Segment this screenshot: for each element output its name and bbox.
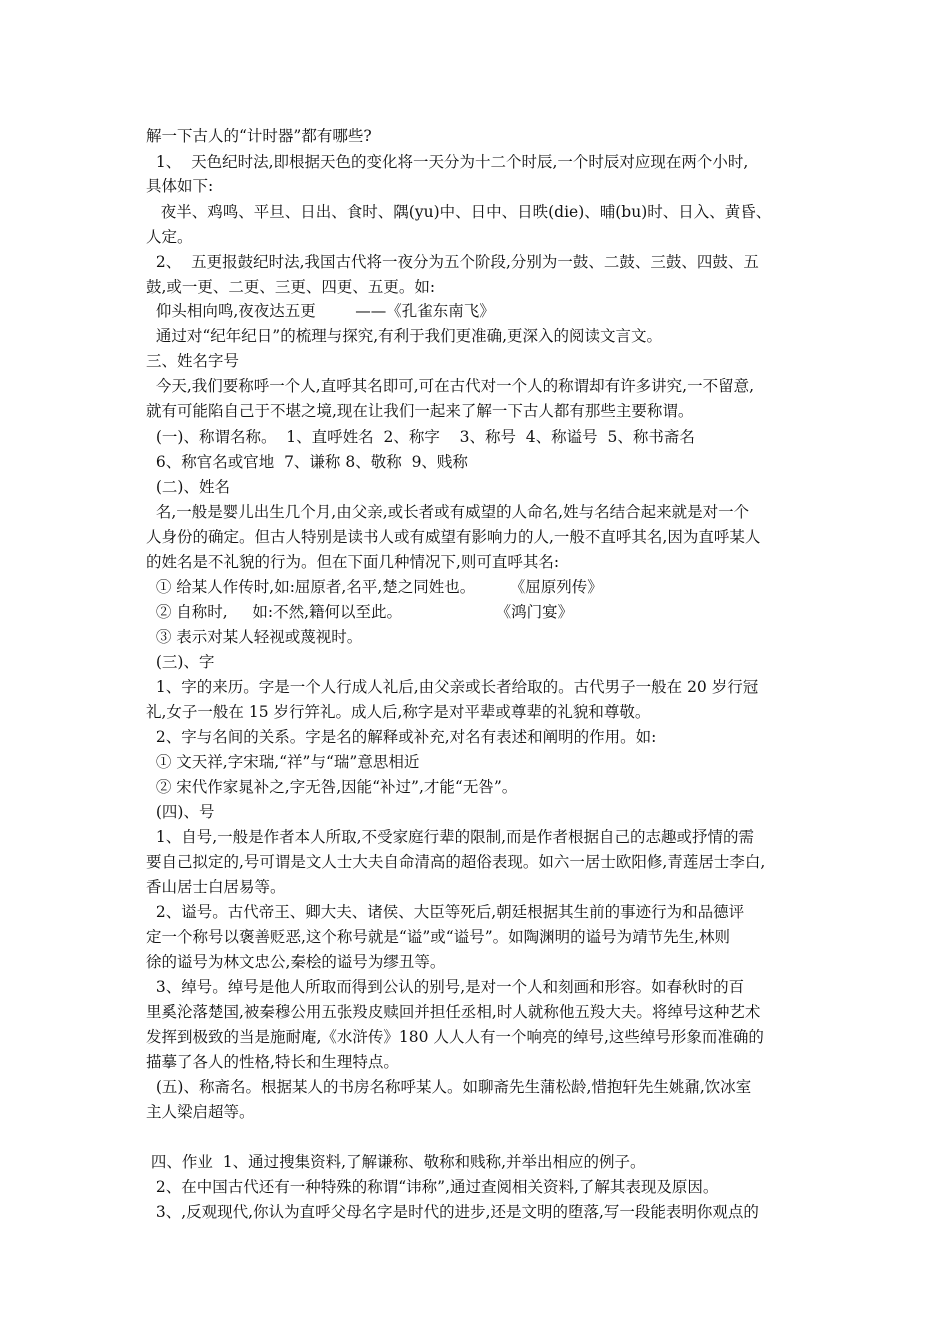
line-text: 2、谥号。古代帝王、卿大夫、诸侯、大臣等死后,朝廷根据其生前的事迹行为和品德评 (146, 903, 745, 921)
text-line (146, 175, 816, 197)
subsection-heading (146, 801, 816, 823)
text-line (146, 151, 816, 173)
line-text: (五)、称斋名。根据某人的书房名称呼某人。如聊斋先生蒲松龄,惜抱轩先生姚鼐,饮冰室 (146, 1078, 752, 1096)
line-text: ③ 表示对某人轻视或蔑视时。 (146, 628, 363, 646)
line-text: 夜半、鸡鸣、平旦、日出、食时、隅(yu)中、日中、日昳(die)、晡(bu)时、日入、黄昏、 (146, 203, 772, 221)
text-line (146, 300, 816, 322)
list-item (146, 776, 816, 798)
line-text: 2、字与名间的关系。字是名的解释或补充,对名有表述和阐明的作用。如: (146, 728, 657, 746)
text-line (146, 526, 816, 548)
line-text: ① 给某人作传时,如:屈原者,名平,楚之同姓也。 《屈原列传》 (146, 578, 603, 596)
line-text: 香山居士白居易等。 (146, 878, 286, 896)
line-text: 仰头相向鸣,夜夜达五更 ——《孔雀东南飞》 (146, 302, 495, 320)
list-item (146, 751, 816, 773)
text-line (146, 1051, 816, 1073)
text-line (146, 1076, 816, 1098)
line-text: 里奚沦落楚国,被秦穆公用五张羖皮赎回并担任丞相,时人就称他五羖大夫。将绰号这种艺术 (146, 1003, 761, 1021)
list-item (146, 601, 816, 623)
line-text: 解一下古人的“计时器”都有哪些? (146, 127, 372, 145)
line-text: ② 自称时, 如:不然,籍何以至此。 《鸿门宴》 (146, 603, 574, 621)
text-line (146, 926, 816, 948)
line-text: (三)、字 (146, 653, 215, 671)
text-line (146, 1176, 816, 1198)
line-text: 人身份的确定。但古人特别是读书人或有威望有影响力的人,一般不直呼其名,因为直呼某人 (146, 528, 761, 546)
text-line (146, 501, 816, 523)
text-line (146, 1026, 816, 1048)
line-text: 描摹了各人的性格,特长和生理特点。 (146, 1053, 399, 1071)
text-line (146, 251, 816, 273)
line-text: 定一个称号以褒善贬恶,这个称号就是“谥”或“谥号”。如陶渊明的谥号为靖节先生,林则 (146, 928, 731, 946)
text-line (146, 851, 816, 873)
text-line (146, 276, 816, 298)
text-line (146, 201, 816, 223)
text-line (146, 701, 816, 723)
line-text: 徐的谥号为林文忠公,秦桧的谥号为缪丑等。 (146, 953, 446, 971)
text-line (146, 451, 816, 473)
line-text: 礼,女子一般在 15 岁行笄礼。成人后,称字是对平辈或尊辈的礼貌和尊敬。 (146, 703, 651, 721)
line-text: 今天,我们要称呼一个人,直呼其名即可,可在古代对一个人的称谓却有许多讲究,一不留意, (146, 377, 754, 395)
text-line (146, 400, 816, 422)
line-text: 1、字的来历。字是一个人行成人礼后,由父亲或长者给取的。古代男子一般在 20 岁行冠 (146, 678, 759, 696)
line-text: ① 文天祥,字宋瑞,“祥”与“瑞”意思相近 (146, 753, 420, 771)
line-text: (二)、姓名 (146, 478, 230, 496)
text-line (146, 325, 816, 347)
list-item (146, 626, 816, 648)
list-item (146, 576, 816, 598)
line-text: 主人梁启超等。 (146, 1103, 255, 1121)
line-text: 1、 天色纪时法,即根据天色的变化将一天分为十二个时辰,一个时辰对应现在两个小时, (146, 153, 749, 171)
subsection-heading (146, 476, 816, 498)
text-line (146, 826, 816, 848)
section-heading (146, 350, 816, 372)
text-line (146, 901, 816, 923)
text-line (146, 1101, 816, 1123)
line-text: 3、绰号。绰号是他人所取而得到公认的别号,是对一个人和刻画和形容。如春秋时的百 (146, 978, 745, 996)
line-text: ② 宋代作家晁补之,字无咎,因能“补过”,才能“无咎”。 (146, 778, 518, 796)
line-text: 发挥到极致的当是施耐庵,《水浒传》180 人人人有一个响亮的绰号,这些绰号形象而准确的 (146, 1028, 764, 1046)
line-text: (四)、号 (146, 803, 215, 821)
text-line (146, 551, 816, 573)
subsection-heading (146, 651, 816, 673)
line-text: 2、在中国古代还有一种特殊的称谓“讳称”,通过查阅相关资料,了解其表现及原因。 (146, 1178, 719, 1196)
text-line (146, 976, 816, 998)
text-line (146, 1001, 816, 1023)
text-line (146, 876, 816, 898)
section-heading (146, 1151, 816, 1173)
line-text: 四、作业 1、通过搜集资料,了解谦称、敬称和贱称,并举出相应的例子。 (146, 1153, 646, 1171)
text-line (146, 676, 816, 698)
line-text: 就有可能陷自己于不堪之境,现在让我们一起来了解一下古人都有那些主要称谓。 (146, 402, 694, 420)
line-text: 鼓,或一更、二更、三更、四更、五更。如: (146, 278, 436, 296)
text-line (146, 426, 816, 448)
text-line (146, 226, 816, 248)
line-text: 三、姓名字号 (146, 352, 240, 370)
line-text: 通过对“纪年纪日”的梳理与探究,有利于我们更准确,更深入的阅读文言文。 (146, 327, 663, 345)
line-text: 2、 五更报鼓纪时法,我国古代将一夜分为五个阶段,分别为一鼓、二鼓、三鼓、四鼓、五 (146, 253, 759, 271)
text-line (146, 1201, 816, 1223)
line-text: 1、自号,一般是作者本人所取,不受家庭行辈的限制,而是作者根据自己的志趣或抒情的需 (146, 828, 754, 846)
text-line (146, 951, 816, 973)
text-line (146, 375, 816, 397)
text-line (146, 726, 816, 748)
line-text: 人定。 (146, 228, 193, 246)
line-text: 的姓名是不礼貌的行为。但在下面几种情况下,则可直呼其名: (146, 553, 560, 571)
line-text: 要自己拟定的,号可谓是文人士大夫自命清高的超俗表现。如六一居士欧阳修,青莲居士李白, (146, 853, 766, 871)
line-text: 6、称官名或官地 7、谦称 8、敬称 9、贱称 (146, 453, 468, 471)
line-text: 名,一般是婴儿出生几个月,由父亲,或长者或有威望的人命名,姓与名结合起来就是对一个 (146, 503, 750, 521)
line-text: 具体如下: (146, 177, 214, 195)
line-text: (一)、称谓名称。 1、直呼姓名 2、称字 3、称号 4、称谥号 5、称书斋名 (146, 428, 695, 446)
text-line (146, 125, 816, 147)
line-text: 3、,反观现代,你认为直呼父母名字是时代的进步,还是文明的堕落,写一段能表明你观点的 (146, 1203, 759, 1221)
